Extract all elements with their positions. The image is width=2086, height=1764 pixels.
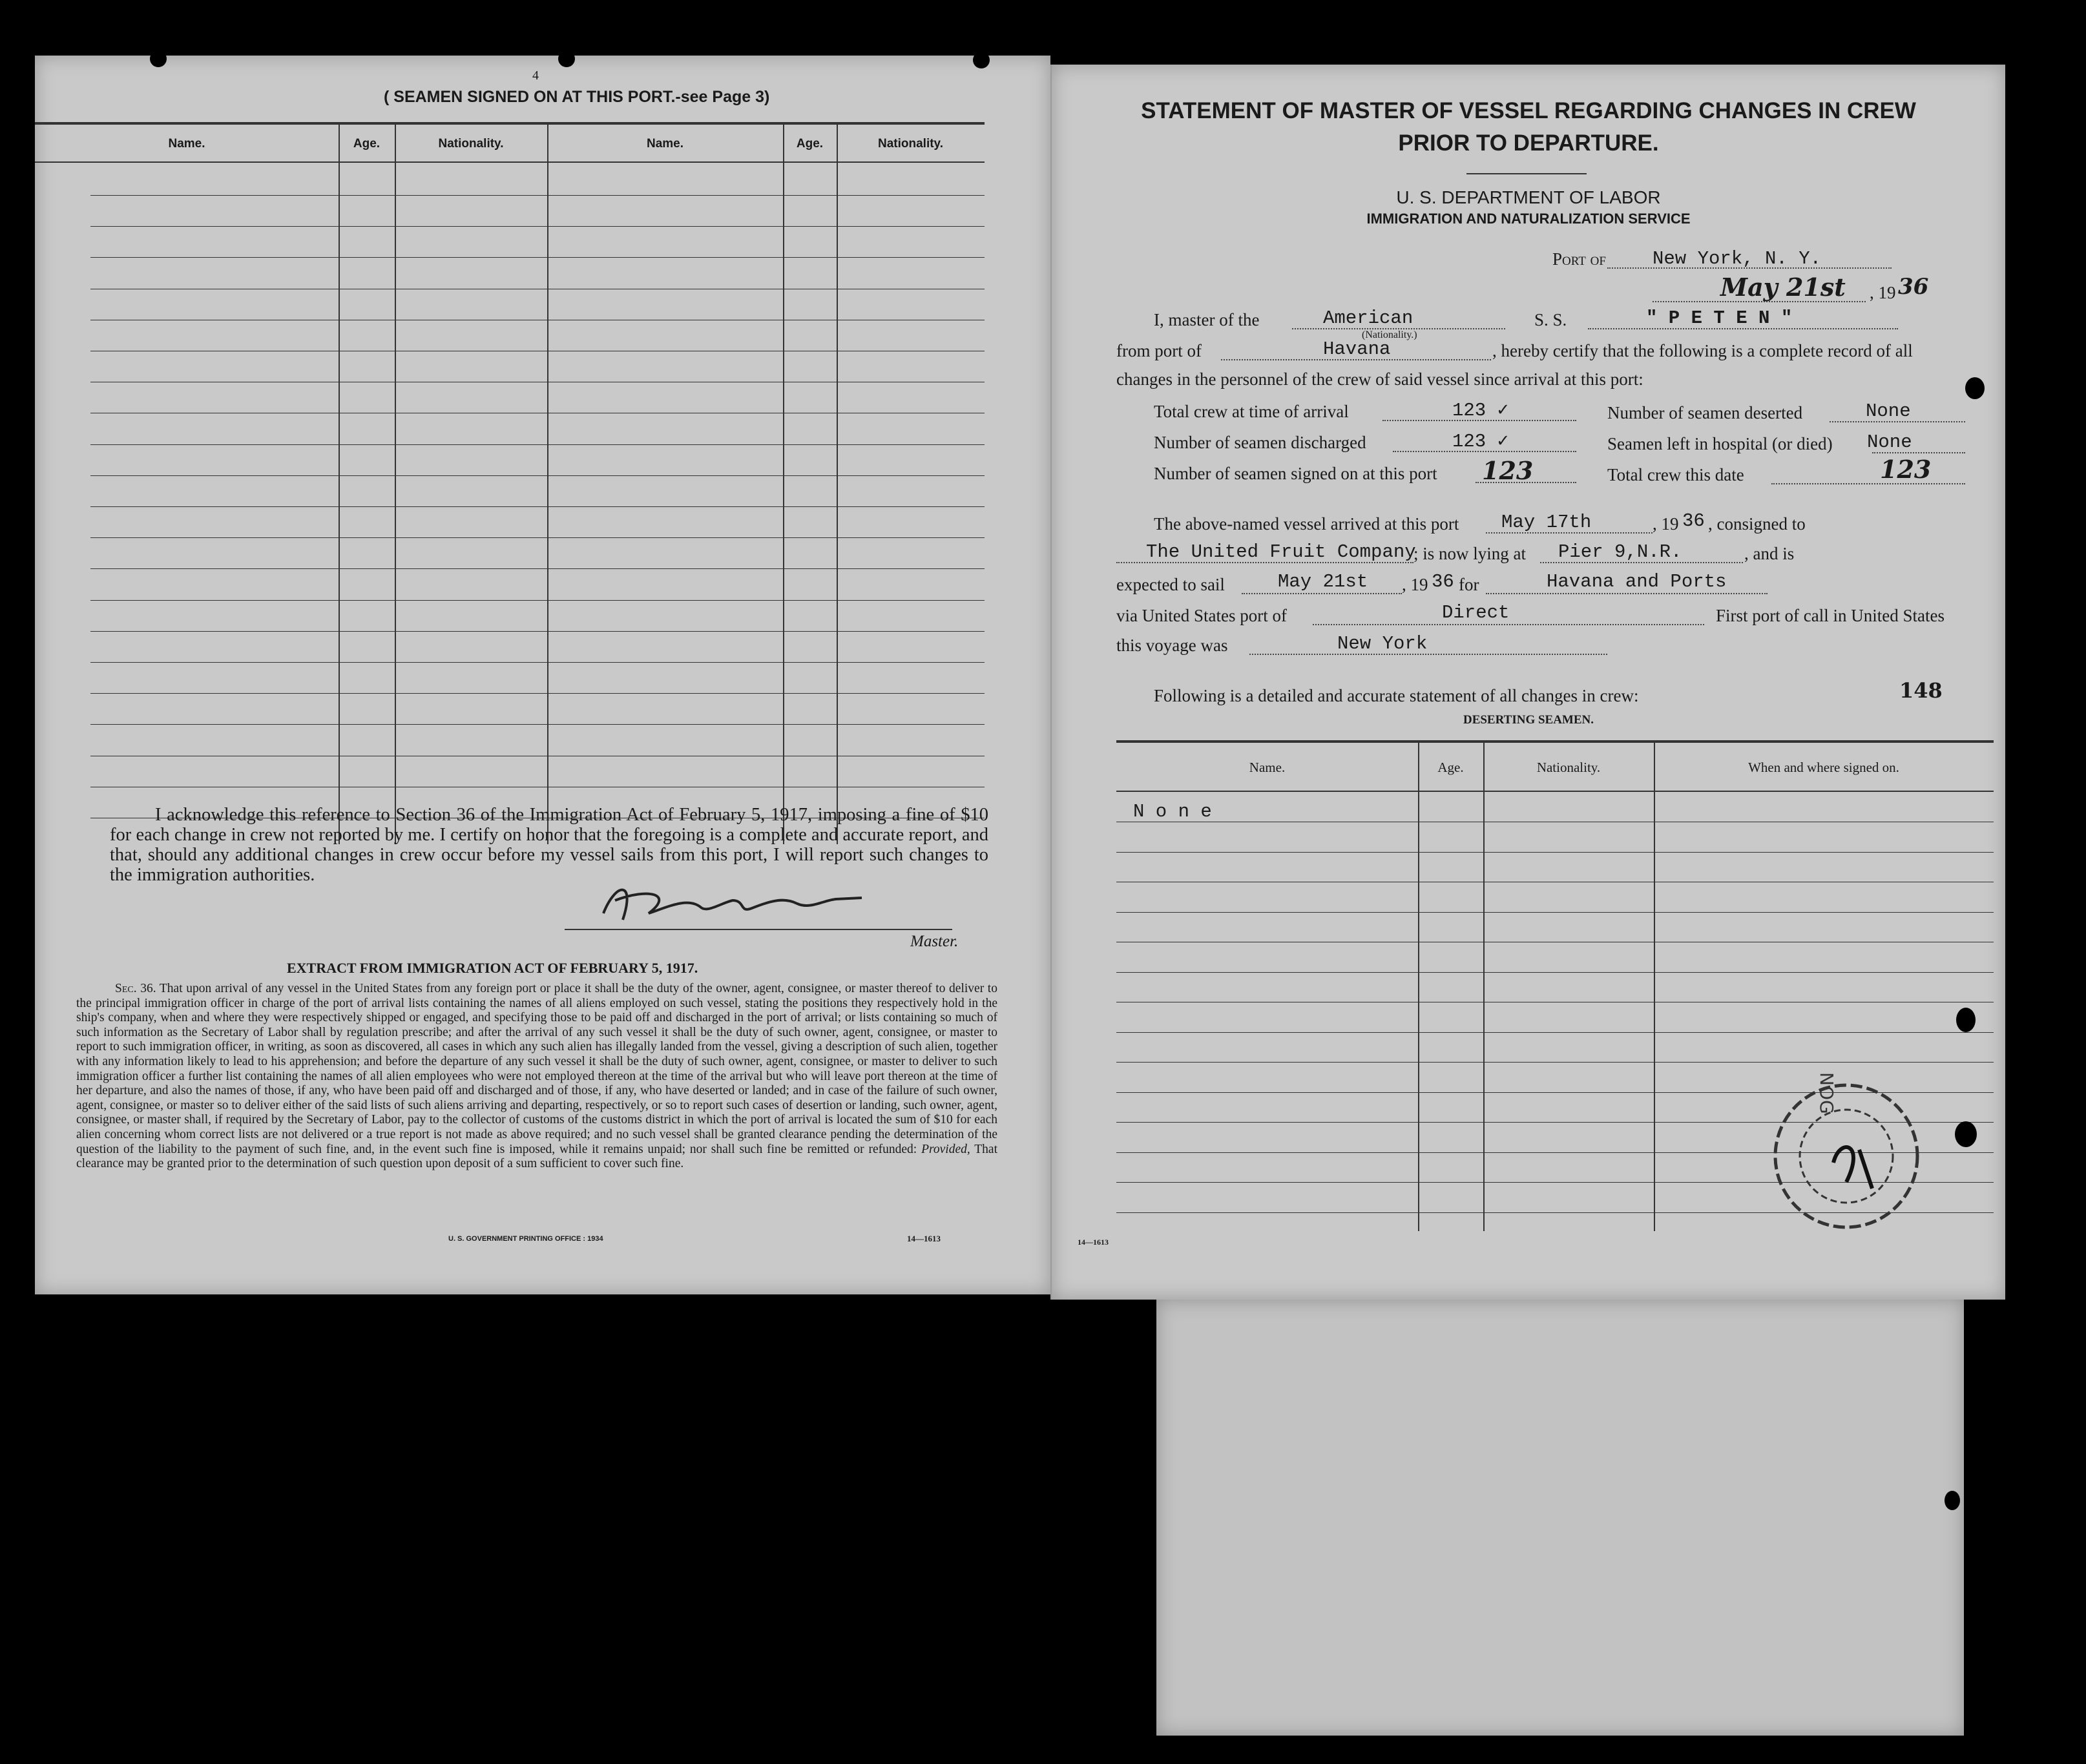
nationality-value: American	[1323, 307, 1413, 329]
column-header: When and where signed on.	[1748, 760, 1899, 775]
table-heading: ( SEAMEN SIGNED ON AT THIS PORT.-see Page 3)	[384, 88, 770, 106]
and-is-label: , and is	[1744, 544, 1795, 563]
official-stamp-seal	[1737, 1033, 1943, 1240]
table-row-line	[90, 475, 985, 476]
column-header: Name.	[168, 137, 205, 150]
sail-year-value: 36	[1432, 571, 1454, 592]
table-row-line	[90, 631, 985, 632]
deserting-first-entry: N o n e	[1133, 801, 1212, 822]
attached-back-sheet	[1156, 1300, 1964, 1736]
certify-text: , hereby certify that the following is a complete record of all	[1492, 341, 1913, 360]
column-header: Nationality.	[878, 137, 943, 150]
extract-title: EXTRACT FROM IMMIGRATION ACT OF FEBRUARY 5, 1917.	[287, 960, 698, 976]
sec-label: Sec. 36.	[115, 982, 156, 995]
consigned-label: , consigned to	[1708, 514, 1806, 534]
table-row-line	[1116, 912, 1994, 913]
ss-label: S. S.	[1534, 310, 1567, 329]
total-arrival-value: 123 ✓	[1452, 400, 1509, 421]
sail-year-prefix: , 19	[1402, 575, 1428, 594]
table-row-line	[90, 444, 985, 445]
extract-text: That upon arrival of any vessel in the United States from any foreign port or place it shall be the duty of the owner, agent, consignee, or master thereof to deliver to the principal immigration officer in charge of the port of arrival lists containing the names of all aliens employed on such vessel, stating the positions they respectively hold in the ship's company, when and where they were respectively shipped or engaged, and specifying those to be paid off and discharged in the port of arrival; or lists containing so much of such information as the Secretary of Labor shall by regulation prescribe; and after the arrival of any such vessel it shall be the duty of such owner, agent, consignee, or master to report to such immigration officer, in writing, as soon as discovered, all cases in which any such alien has illegally landed from the vessel, giving a description of such alien, together with any information likely to lead to his apprehension; and before the departure of any such vessel it shall be the duty of such owner, agent, consignee, or master to deliver to such immigration officer a further list containing the names of all alien employees who were not employed thereon at the time of the arrival but who will leave port thereon at the time of her departure, and also the names of those, if any, who have been paid off and discharged and of those, if any, who have deserted or landed; and in case of the failure of such owner, agent, consignee, or master so to deliver either of the said lists of such aliens arriving and departing, respectively, or so to report such cases of desertion or landing, such owner, agent, consignee, or master shall, if required by the Secretary of Labor, pay to the collector of customs of the customs district in which the port of arrival is located the sum of $10 for each alien concerning whom correct lists are not delivered or a true report is not made as above required; and no such vessel shall be granted clearance pending the determination of the question of the liability to the payment of such fine, and, in the event such fine is imposed, while it remains unpaid; nor shall such fine be remitted or refunded:	[76, 982, 997, 1156]
punch-hole	[1965, 377, 1985, 399]
column-header: Age.	[796, 137, 824, 150]
sail-value: May 21st	[1278, 571, 1368, 592]
arrived-year-prefix: , 19	[1653, 514, 1679, 534]
master-of-label: I, master of the	[1154, 310, 1260, 329]
page-number: 4	[532, 68, 539, 83]
table-row-line	[90, 195, 985, 196]
punch-hole	[973, 52, 990, 68]
table-row-line	[90, 724, 985, 725]
discharged-value: 123 ✓	[1452, 431, 1509, 452]
table-row-line	[90, 693, 985, 694]
table-row-line	[90, 662, 985, 663]
form-number: 14—1613	[907, 1234, 941, 1243]
total-arrival-label: Total crew at time of arrival	[1154, 402, 1349, 421]
table-row-line	[90, 226, 985, 227]
voyage-label: this voyage was	[1116, 636, 1228, 655]
provided-label: Provided,	[921, 1142, 970, 1156]
changes-text: changes in the personnel of the crew of said vessel since arrival at this port:	[1116, 369, 1643, 389]
arrived-label: The above-named vessel arrived at this port	[1154, 514, 1459, 534]
table-row-line	[90, 257, 985, 258]
right-page	[1050, 65, 2005, 1300]
signed-on-label: Number of seamen signed on at this port	[1154, 464, 1437, 483]
column-header: Name.	[1249, 760, 1286, 775]
port-value: New York, N. Y.	[1653, 248, 1822, 269]
svg-text:NOG: NOG	[1816, 1072, 1837, 1114]
from-port-label: from port of	[1116, 341, 1202, 360]
service: IMMIGRATION AND NATURALIZATION SERVICE	[1366, 211, 1691, 227]
printer-line: U. S. GOVERNMENT PRINTING OFFICE : 1934	[448, 1235, 603, 1243]
deserting-heading: DESERTING SEAMEN.	[1463, 713, 1594, 727]
table-row-line	[1116, 1032, 1994, 1033]
punch-hole	[1956, 1008, 1976, 1032]
table-row-line	[1116, 852, 1994, 853]
left-page	[35, 56, 1050, 1294]
crew-note: 148	[1899, 678, 1943, 703]
department: U. S. DEPARTMENT OF LABOR	[1396, 187, 1661, 207]
table-row-line	[1116, 972, 1994, 973]
hospital-value: None	[1867, 431, 1912, 453]
voyage-value: New York	[1337, 633, 1428, 654]
year-value: 36	[1898, 274, 1929, 300]
ship-name: " P E T E N "	[1646, 307, 1793, 329]
signed-on-value: 123	[1482, 456, 1534, 485]
form-number: 14—1613	[1078, 1238, 1109, 1247]
first-port-label: First port of call in United States	[1716, 606, 1945, 625]
provided-text: That clearance may be granted prior to the determination of such question upon deposit of a sum sufficient to cover such fine.	[76, 1142, 997, 1171]
arrived-value: May 17th	[1501, 512, 1592, 533]
year-prefix: , 19	[1870, 283, 1896, 302]
destination-value: Havana and Ports	[1547, 571, 1727, 592]
form-title-line2: PRIOR TO DEPARTURE.	[1398, 130, 1659, 156]
following-text: Following is a detailed and accurate statement of all changes in crew:	[1154, 686, 1639, 705]
port-label: Port of	[1552, 249, 1606, 269]
table-row-line	[90, 568, 985, 569]
total-crew-value: 123	[1880, 455, 1932, 484]
acknowledgement-text: I acknowledge this reference to Section 36 of the Immigration Act of February 5, 1917, imposing a fine of $10 for each change in crew not reported by me. I certify on honor that the foregoing is a complete and accurate report, and that, should any additional changes in crew occur before my vessel sails from this port, I will report such changes to the immigration authorities.	[110, 805, 988, 885]
via-label: via United States port of	[1116, 606, 1287, 625]
total-crew-label: Total crew this date	[1607, 465, 1744, 484]
deserted-label: Number of seamen deserted	[1607, 403, 1803, 422]
hospital-label: Seamen left in hospital (or died)	[1607, 434, 1833, 453]
sail-label: expected to sail	[1116, 575, 1225, 594]
column-header: Age.	[1437, 760, 1464, 775]
consignee-value: The United Fruit Company	[1146, 541, 1416, 563]
column-header: Nationality.	[438, 137, 504, 150]
column-header: Age.	[353, 137, 381, 150]
punch-hole	[1945, 1491, 1960, 1510]
arrived-year-value: 36	[1682, 510, 1705, 532]
lying-label: ; is now lying at	[1413, 544, 1526, 563]
deserted-value: None	[1866, 400, 1911, 422]
extract-body	[76, 982, 997, 1172]
nationality-caption: (Nationality.)	[1362, 329, 1417, 340]
discharged-label: Number of seamen discharged	[1154, 433, 1366, 452]
lying-value: Pier 9,N.R.	[1558, 541, 1682, 563]
date-value: May 21st	[1720, 273, 1846, 302]
column-header: Nationality.	[1536, 760, 1601, 775]
column-header: Name.	[646, 137, 684, 150]
table-row-line	[90, 537, 985, 538]
master-label: Master.	[910, 933, 959, 950]
via-value: Direct	[1442, 602, 1510, 623]
for-label: for	[1459, 575, 1479, 594]
punch-hole	[558, 50, 575, 67]
table-row-line	[90, 600, 985, 601]
punch-hole	[1955, 1121, 1977, 1147]
from-port-value: Havana	[1323, 338, 1391, 360]
form-title-line1: STATEMENT OF MASTER OF VESSEL REGARDING CHANGES IN CREW	[1141, 98, 1916, 123]
table-row-line	[90, 506, 985, 507]
punch-hole	[150, 50, 167, 67]
